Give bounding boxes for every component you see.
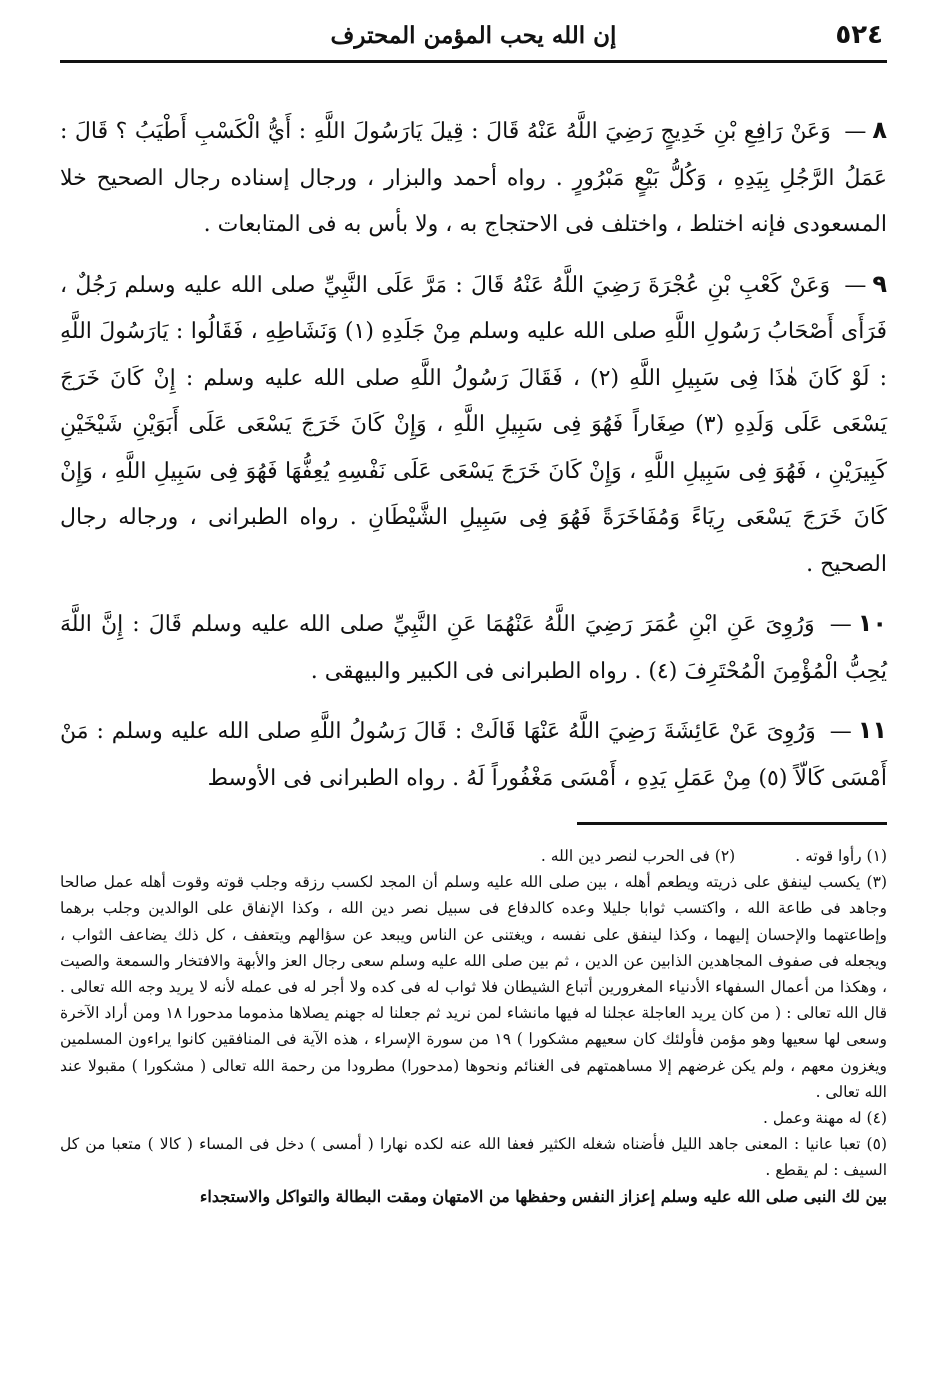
- footnote-4: (٤) له مهنة وعمل .: [763, 1109, 887, 1128]
- hadith-11: ١١— وَرُوِىَ عَنْ عَائِشَةَ رَضِيَ اللَّهُ عَنْهَا قَالَتْ : قَالَ رَسُولُ اللَّهِ صلى الله عليه وسلم : مَنْ أَمْسَى كَالّاً (٥) مِنْ عَمَلِ يَدِهِ ، أَمْسَى مَغْفُوراً لَهُ . رواه الطبرانى فى الأوسط: [60, 716, 888, 791]
- hadith-number: ٨: [872, 116, 887, 144]
- page-header: [60, 14, 887, 63]
- footnotes: [60, 843, 887, 1210]
- footnote-row: [60, 843, 887, 869]
- hadith-number: ١٠: [857, 609, 887, 637]
- hadith-text: وَعَنْ كَعْبِ بْنِ عُجْرَةَ رَضِيَ اللَّهُ عَنْهُ قَالَ : مَرَّ عَلَى النَّبِيِّ صلى الله عليه وسلم رَجُلٌ ، فَرَأَى أَصْحَابُ رَسُولِ اللَّهِ صلى الله عليه وسلم مِنْ جَلَدِهِ (١) وَنَشَاطِهِ ، فَقَالُوا : يَارَسُولَ اللَّهِ : لَوْ كَانَ هٰذَا فِى سَبِيلِ اللَّهِ (٢) ، فَقَالَ رَسُولُ اللَّهِ صلى الله عليه وسلم : إِنْ كَانَ خَرَجَ يَسْعَى عَلَى وَلَدِهِ (٣) صِغَاراً فَهُوَ فِى سَبِيلِ اللَّهِ ، وَإِنْ كَانَ خَرَجَ يَسْعَى عَلَى أَبَوَيْنِ شَيْخَيْنِ كَبِيرَيْنِ ، فَهُوَ فِى سَبِيلِ اللَّهِ ، وَإِنْ كَانَ خَرَجَ يَسْعَى عَلَى نَفْسِهِ يُعِفُّهَا فَهُوَ فِى سَبِيلِ اللَّهِ ، وَإِنْ كَانَ خَرَجَ يَسْعَى رِيَاءً وَمُفَاخَرَةً فَهُوَ فِى سَبِيلِ الشَّيْطَانِ . رواه الطبرانى ، ورجاله رجال الصحيح .: [60, 272, 888, 577]
- hadith-number: ١١: [857, 716, 888, 744]
- footnote-3: (٣) يكسب لينفق على ذريته ويطعم أهله ، بين صلى الله عليه وسلم أن المجد لكسب رزقه وجلب قوته وقوت أهله عمل صالحا وجاهد فى طاعة الله ، واكتسب ثوابا جليلا وعده كالدفاع فى سبيل نصر دين الله ، وكذا الإنفاق على الوالدين وجلب برهما وإطاعتهما والإحسان إليهما ، وكذا لينفق على نفسه ، ويغتنى عن الناس ويبعد عن سؤالهم ويتعفف ، كل ذلك يضاعف الثواب ، ويجعله فى صفوف المجاهدين الذابين عن الدين ، ثم بين صلى الله عليه وسلم سعى رجال العز والأبهة والافتخار والسمعة والصيت ، وهكذا من أعمال السفهاء الأدنياء المغرورين أتباع الشيطان فلا ثواب له فى كده ولا أجر له فى عمله لأنه لا يريد وجه الله تعالى . قال الله تعالى : ( من كان يريد العاجلة عجلنا له فيها مانشاء لمن نريد ثم جعلنا له جهنم يصلاها مذموما مدحورا ١٨ ومن أراد الآخرة وسعى لها سعيها وهو مؤمن فأولئك كان سعيهم مشكورا ) ١٩ من سورة الإسراء ، هذه الآية فى المنافقين كانوا يراءون المسلمين ويغزون معهم ، ولم يكن غرضهم إلا مساهمتهم فى الغنائم ونحوها (مدحورا) مطرودا من رحمة الله تعالى ( مشكورا ) مقبولا عند الله تعالى .: [60, 873, 887, 1101]
- footnote-separator: [577, 822, 887, 825]
- footnote-2: (٢) فى الحرب لنصر دين الله .: [540, 847, 736, 865]
- hadith-8: ٨— وَعَنْ رَافِعِ بْنِ خَدِيجٍ رَضِيَ اللَّهُ عَنْهُ قَالَ : قِيلَ يَارَسُولَ اللَّهِ : أَيُّ الْكَسْبِ أَطْيَبُ ؟ قَالَ : عَمَلُ الرَّجُلِ بِيَدِهِ ، وَكُلُّ بَيْعٍ مَبْرُورٍ . رواه أحمد والبزار ، ورجال إسناده رجال الصحيح خلا المسعودى فإنه اختلط ، واختلف فى الاحتجاج به ، ولا بأس به فى المتابعات .: [60, 116, 887, 237]
- hadith-text: وَرُوِىَ عَنِ ابْنِ عُمَرَ رَضِيَ اللَّهُ عَنْهُمَا عَنِ النَّبِيِّ صلى الله عليه وسلم قَالَ : إِنَّ اللَّهَ يُحِبُّ الْمُؤْمِنَ الْمُحْتَرِفَ (٤) . رواه الطبرانى فى الكبير والبيهقى .: [60, 612, 887, 684]
- closing-line: بين لك النبى صلى الله عليه وسلم إعزاز النفس وحفظها من الامتهان ومقت البطالة والتواكل والاستجداء: [199, 1186, 887, 1206]
- running-title: إن الله يحب المؤمن المحترف: [330, 22, 617, 49]
- page-number: ٥٢٤: [835, 20, 883, 50]
- hadith-9: ٩— وَعَنْ كَعْبِ بْنِ عُجْرَةَ رَضِيَ اللَّهُ عَنْهُ قَالَ : مَرَّ عَلَى النَّبِيِّ صلى الله عليه وسلم رَجُلٌ ، فَرَأَى أَصْحَابُ رَسُولِ اللَّهِ صلى الله عليه وسلم مِنْ جَلَدِهِ (١) وَنَشَاطِهِ ، فَقَالُوا : يَارَسُولَ اللَّهِ : لَوْ كَانَ هٰذَا فِى سَبِيلِ اللَّهِ (٢) ، فَقَالَ رَسُولُ اللَّهِ صلى الله عليه وسلم : إِنْ كَانَ خَرَجَ يَسْعَى عَلَى وَلَدِهِ (٣) صِغَاراً فَهُوَ فِى سَبِيلِ اللَّهِ ، وَإِنْ كَانَ خَرَجَ يَسْعَى عَلَى أَبَوَيْنِ شَيْخَيْنِ كَبِيرَيْنِ ، فَهُوَ فِى سَبِيلِ اللَّهِ ، وَإِنْ كَانَ خَرَجَ يَسْعَى عَلَى نَفْسِهِ يُعِفُّهَا فَهُوَ فِى سَبِيلِ اللَّهِ ، وَإِنْ كَانَ خَرَجَ يَسْعَى رِيَاءً وَمُفَاخَرَةً فَهُوَ فِى سَبِيلِ الشَّيْطَانِ . رواه الطبرانى ، ورجاله رجال الصحيح .: [60, 269, 888, 577]
- main-text: [60, 107, 887, 802]
- hadith-text: وَعَنْ رَافِعِ بْنِ خَدِيجٍ رَضِيَ اللَّهُ عَنْهُ قَالَ : قِيلَ يَارَسُولَ اللَّهِ : أَيُّ الْكَسْبِ أَطْيَبُ ؟ قَالَ : عَمَلُ الرَّجُلِ بِيَدِهِ ، وَكُلُّ بَيْعٍ مَبْرُورٍ . رواه أحمد والبزار ، ورجال إسناده رجال الصحيح خلا المسعودى فإنه اختلط ، واختلف فى الاحتجاج به ، ولا بأس به فى المتابعات .: [60, 119, 887, 237]
- footnote-5: (٥) تعبا عانيا : المعنى جاهد الليل فأضناه شغله الكثير فعفا الله عنه لكده نهارا ( أمسى ) دخل فى المساء ( كالا ) متعبا من كل السيف : لم يقطع .: [60, 1135, 887, 1180]
- hadith-text: وَرُوِىَ عَنْ عَائِشَةَ رَضِيَ اللَّهُ عَنْهَا قَالَتْ : قَالَ رَسُولُ اللَّهِ صلى الله عليه وسلم : مَنْ أَمْسَى كَالّاً (٥) مِنْ عَمَلِ يَدِهِ ، أَمْسَى مَغْفُوراً لَهُ . رواه الطبرانى فى الأوسط: [60, 719, 887, 791]
- hadith-number: ٩: [872, 269, 887, 298]
- book-page: [60, 14, 887, 1210]
- hadith-10: ١٠— وَرُوِىَ عَنِ ابْنِ عُمَرَ رَضِيَ اللَّهُ عَنْهُمَا عَنِ النَّبِيِّ صلى الله عليه وسلم قَالَ : إِنَّ اللَّهَ يُحِبُّ الْمُؤْمِنَ الْمُحْتَرِفَ (٤) . رواه الطبرانى فى الكبير والبيهقى .: [60, 609, 887, 684]
- footnote-1: (١) رأوا قوته .: [795, 847, 887, 865]
